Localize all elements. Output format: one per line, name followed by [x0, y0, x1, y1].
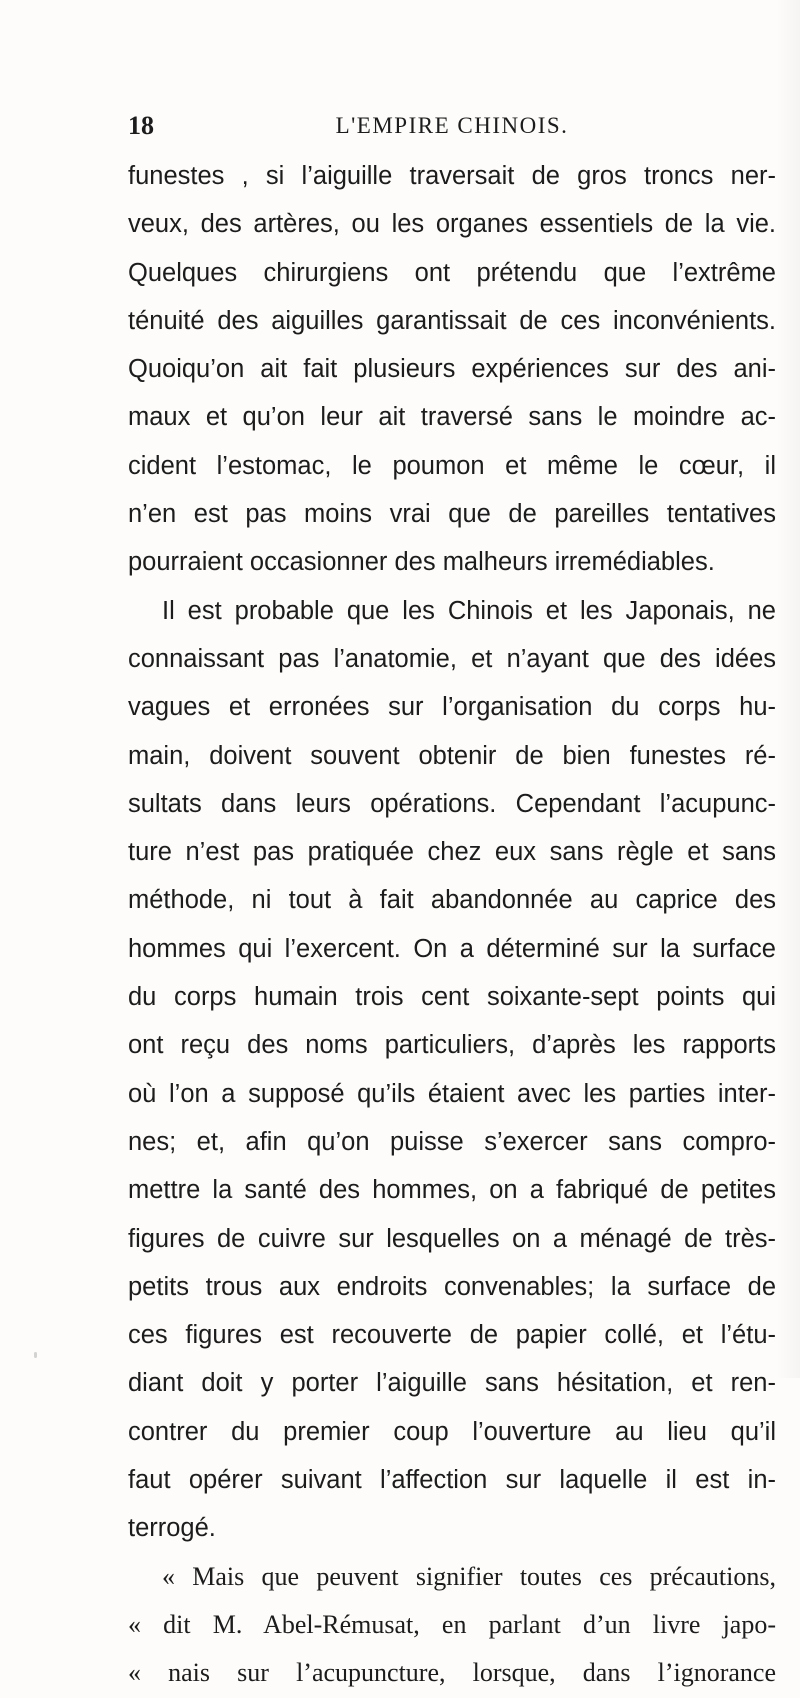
text-line: ténuité des aiguilles garantissait de ces inconvénients.	[128, 306, 776, 335]
scan-speck	[34, 1352, 37, 1358]
text-line: petits trous aux endroits convenables; la surface de	[128, 1272, 776, 1301]
text-line: contrer du premier coup l’ouverture au lieu qu’il	[128, 1417, 776, 1446]
text-line: main, doivent souvent obtenir de bien funestes ré-	[128, 741, 776, 770]
text-line: terrogé.	[128, 1514, 216, 1543]
running-head	[128, 108, 776, 144]
text-line: faut opérer suivant l’affection sur laquelle il est in-	[128, 1466, 776, 1495]
body-text	[128, 152, 776, 1698]
text-line: où l’on a supposé qu’ils étaient avec les parties inter-	[128, 1079, 776, 1108]
text-line: ont reçu des noms particuliers, d’après les rapports	[128, 1031, 776, 1060]
text-line: Il est probable que les Chinois et les Japonais, ne	[162, 596, 776, 625]
text-line: du corps humain trois cent soixante-sept points qui	[128, 983, 776, 1012]
text-line: mettre la santé des hommes, on a fabriqué de petites	[128, 1176, 776, 1205]
text-line: ture n’est pas pratiquée chez eux sans règle et sans	[128, 838, 776, 867]
text-line: Quoiqu’on ait fait plusieurs expériences sur des ani-	[128, 355, 776, 384]
text-line: n’en est pas moins vrai que de pareilles tentatives	[128, 500, 776, 529]
text-line: hommes qui l’exercent. On a déterminé sur la surface	[128, 934, 776, 963]
text-line: sultats dans leurs opérations. Cependant l’acupunc-	[128, 789, 776, 818]
quote-line: « Mais que peuvent signifier toutes ces précautions,	[162, 1561, 776, 1591]
text-line: veux, des artères, ou les organes essentiels de la vie.	[128, 210, 776, 239]
text-line: maux et qu’on leur ait traversé sans le moindre ac-	[128, 403, 776, 432]
text-line: méthode, ni tout à fait abandonnée au caprice des	[128, 886, 776, 915]
page-edge-shadow	[776, 0, 800, 1378]
text-line: connaissant pas l’anatomie, et n’ayant que des idées	[128, 644, 776, 673]
text-line: nes; et, afin qu’on puisse s’exercer sans compro-	[128, 1127, 776, 1156]
text-line: ces figures est recouverte de papier collé, et l’étu-	[128, 1321, 776, 1350]
page-number: 18	[128, 111, 154, 140]
quote-line: « nais sur l’acupuncture, lorsque, dans l’ignorance	[128, 1658, 776, 1688]
text-line: Quelques chirurgiens ont prétendu que l’extrême	[128, 258, 776, 287]
text-line: vagues et erronées sur l’organisation du corps hu-	[128, 693, 776, 722]
text-line: cident l’estomac, le poumon et même le cœur, il	[128, 451, 776, 480]
running-head-title: L'EMPIRE CHINOIS.	[335, 113, 569, 138]
quote-line: « dit M. Abel-Rémusat, en parlant d’un livre japo-	[128, 1609, 776, 1639]
text-line: funestes , si l’aiguille traversait de gros troncs ner-	[128, 162, 776, 190]
text-line: diant doit y porter l’aiguille sans hésitation, et ren-	[128, 1369, 776, 1398]
text-line: pourraient occasionner des malheurs irremédiables.	[128, 548, 715, 577]
text-line: figures de cuivre sur lesquelles on a ménagé de très-	[128, 1224, 776, 1253]
